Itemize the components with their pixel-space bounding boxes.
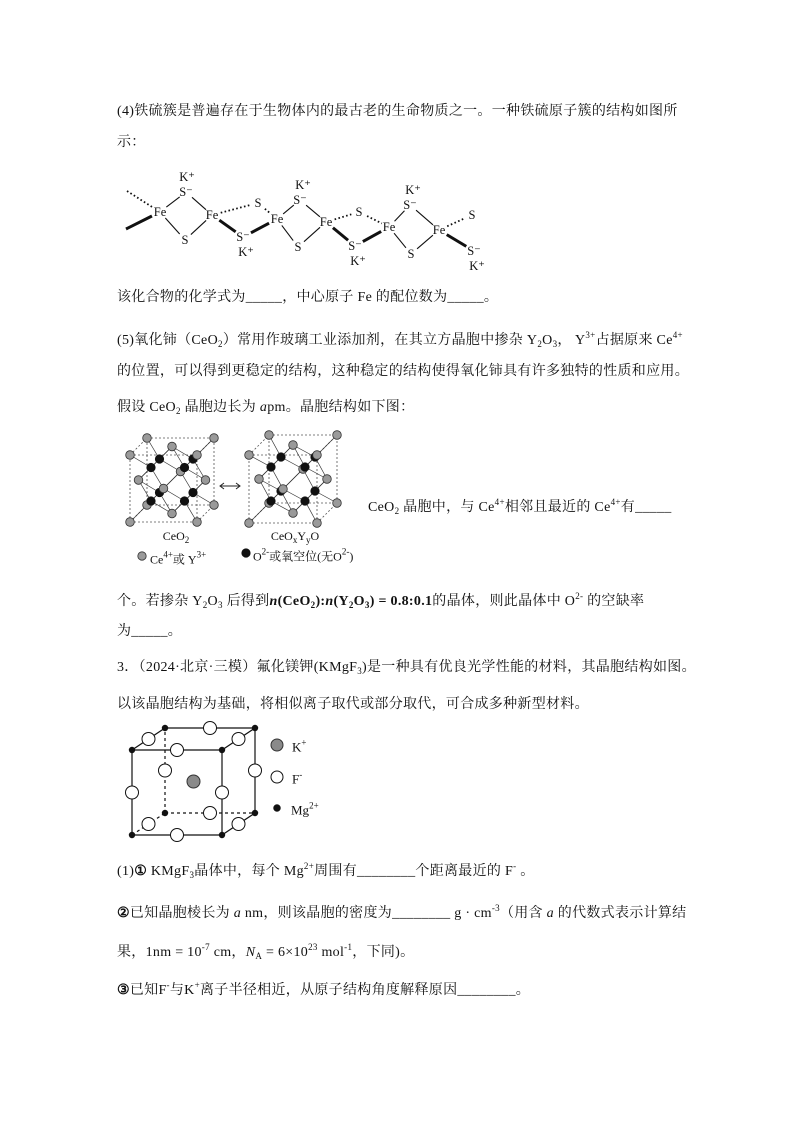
- mg-ion-dot: [129, 747, 135, 753]
- hashed-bond: [221, 205, 251, 213]
- text-run: a: [546, 906, 554, 921]
- text-run: ③: [117, 983, 130, 998]
- anion-dot: [147, 463, 156, 472]
- cation-circle: [143, 434, 152, 443]
- superscript-text: -: [166, 980, 170, 990]
- text-run: 个。若掺杂 Y: [117, 594, 203, 609]
- q5-line-2: [117, 363, 689, 381]
- cation-circle: [193, 451, 202, 460]
- subscript-text: 3: [189, 870, 195, 880]
- kmgf3-unit-cell: [126, 722, 262, 842]
- f-ion-circle: [159, 764, 172, 777]
- bond-line: [304, 227, 320, 241]
- legend-cation-label: [150, 548, 206, 567]
- text-run: 与K: [169, 983, 195, 998]
- atom-label: S: [181, 233, 189, 247]
- atom-label: K⁺: [350, 254, 366, 268]
- atom-label: S: [355, 205, 363, 219]
- wedge-bond: [251, 223, 269, 233]
- anion-dot: [147, 497, 156, 506]
- superscript-text: 2-: [575, 591, 584, 601]
- q3-sub-question-2-cont: [117, 938, 414, 965]
- wedge-bond: [219, 220, 235, 232]
- text-run: F: [292, 771, 300, 787]
- atom-label: S: [407, 247, 415, 261]
- q3-sub-question-1: [117, 857, 535, 884]
- anion-dot: [180, 463, 189, 472]
- atom-label: Fe: [432, 223, 446, 237]
- f-ion-circle: [249, 764, 262, 777]
- cation-circle: [333, 499, 342, 508]
- text-run: 晶体中，每个 Mg: [194, 864, 304, 879]
- wedge-bond: [126, 216, 152, 229]
- doped-ceria-unit-cell: [245, 431, 342, 528]
- atom-label: K⁺: [238, 245, 254, 259]
- text-run: 果，1nm = 10: [117, 945, 202, 960]
- text-run: 3．（2024·北京·三模）氟化镁钾(KMgF: [117, 660, 358, 675]
- text-run: (4)铁硫簇是普遍存在于生物体内的最古老的生命物质之一。一种铁硫原子簇的结构如图所: [117, 104, 678, 119]
- cation-circle: [210, 434, 219, 443]
- bond-line: [191, 220, 206, 234]
- text-run: （用含: [499, 906, 547, 921]
- text-run: KMgF: [147, 864, 190, 879]
- text-run: 的空缺率: [583, 594, 645, 609]
- text-run: a: [233, 906, 242, 921]
- cation-circle: [201, 476, 210, 485]
- legend-mg-marker: [274, 805, 281, 812]
- subscript-text: 2: [175, 406, 181, 416]
- superscript-text: 2+: [303, 861, 315, 871]
- anion-dot: [267, 463, 276, 472]
- subscript-text: 2: [394, 506, 400, 516]
- text-run: 或 Y: [172, 552, 197, 567]
- text-run: (1): [117, 864, 135, 879]
- text-run: Mg: [291, 802, 310, 818]
- text-run: n: [269, 594, 278, 609]
- text-run: 的位置，可以得到更稳定的结构，这种稳定的结构使得氧化铈具有许多独特的性质和应用。: [117, 364, 689, 379]
- legend-mg-label: [291, 799, 319, 818]
- atom-label: K⁺: [295, 178, 311, 192]
- cation-circle: [265, 431, 274, 440]
- hashed-bond: [447, 218, 465, 226]
- cation-circle: [245, 519, 254, 528]
- text-run: nm，则该晶胞的密度为________ g · cm: [241, 906, 492, 921]
- superscript-text: -: [513, 861, 517, 871]
- text-run: N: [245, 945, 256, 960]
- f-ion-circle: [232, 818, 245, 831]
- cation-circle: [159, 484, 168, 493]
- atom-label: S⁻: [467, 244, 481, 258]
- atom-label: S⁻: [348, 239, 362, 253]
- text-run: ②: [117, 906, 130, 921]
- q3-intro-line-2: [117, 696, 589, 714]
- text-run: n: [325, 594, 334, 609]
- text-run: 为_____。: [117, 624, 183, 639]
- legend-cation-marker: [138, 552, 146, 560]
- subscript-text: A: [255, 951, 263, 961]
- text-run: )是一种具有优良光学性能的材料，其晶胞结构如图。: [362, 660, 696, 675]
- f-ion-circle: [142, 733, 155, 746]
- subscript-text: 2: [218, 339, 223, 349]
- cation-circle: [168, 509, 177, 518]
- bond-line: [192, 197, 206, 209]
- bond-line: [394, 233, 406, 248]
- hashed-bond: [335, 214, 352, 219]
- anion-dot: [189, 488, 198, 497]
- text-run: (Y: [333, 594, 349, 609]
- superscript-text: -1: [344, 942, 353, 952]
- text-run: 以该晶胞结构为基础，将相似离子取代或部分取代，可合成多种新型材料。: [117, 697, 589, 712]
- wedge-bond: [363, 231, 381, 241]
- subscript-text: 3: [357, 666, 363, 676]
- atom-label: K⁺: [469, 259, 485, 273]
- bond-line: [283, 205, 294, 214]
- atom-label: Fe: [153, 205, 167, 219]
- q3-sub-question-2: [117, 899, 686, 923]
- text-run: 有_____: [620, 500, 672, 515]
- text-run: 后得到: [222, 594, 270, 609]
- bond-line: [306, 205, 320, 217]
- anion-dot: [311, 487, 320, 496]
- cation-circle: [126, 518, 135, 527]
- mg-ion-dot: [252, 725, 258, 731]
- text-run: (CeO: [277, 594, 311, 609]
- text-run: 假设 CeO: [117, 400, 176, 415]
- hashed-bond: [367, 216, 382, 223]
- ceo2-caption: [163, 529, 190, 547]
- subscript-text: 2: [184, 535, 190, 545]
- mg-ion-dot: [129, 832, 135, 838]
- cation-circle: [313, 519, 322, 528]
- atom-label: Fe: [319, 215, 333, 229]
- text-run: 已知F: [129, 983, 167, 998]
- text-run: O: [542, 333, 553, 348]
- atom-label: S: [254, 196, 262, 210]
- text-run: CeO: [162, 529, 185, 543]
- text-run: (5)氧化铈（CeO: [117, 333, 218, 348]
- superscript-text: 3+: [585, 330, 596, 340]
- text-run: mol: [317, 945, 345, 960]
- cation-circle: [193, 518, 202, 527]
- mg-ion-dot: [219, 747, 225, 753]
- f-ion-circle: [126, 786, 139, 799]
- f-ion-circle: [232, 733, 245, 746]
- cation-circle: [126, 451, 135, 460]
- subscript-text: 2: [537, 339, 543, 349]
- bond-line: [166, 197, 179, 207]
- text-run: 的代数式表示计算结: [553, 906, 687, 921]
- q4-intro-line-1: [117, 103, 678, 121]
- bond-line: [165, 218, 179, 234]
- superscript-text: -7: [201, 942, 210, 952]
- text-run: ):: [315, 594, 326, 609]
- cation-circle: [245, 451, 254, 460]
- hashed-bond: [127, 191, 152, 207]
- wedge-bond: [447, 235, 467, 247]
- subscript-text: 3: [364, 600, 370, 610]
- atom-label: S: [468, 208, 476, 222]
- text-run: = 6×10: [262, 945, 309, 960]
- mg-ion-dot: [162, 725, 168, 731]
- text-run: O: [253, 549, 262, 564]
- subscript-text: 2: [310, 600, 316, 610]
- bond-line: [282, 225, 293, 240]
- cation-circle: [313, 451, 322, 460]
- text-run: ，下同)。: [352, 945, 415, 960]
- legend-anion-label: [253, 545, 353, 564]
- atom-label: S: [294, 240, 302, 254]
- f-ion-circle: [204, 807, 217, 820]
- atom-label: Fe: [382, 220, 396, 234]
- superscript-text: 4+: [494, 497, 505, 507]
- text-run: 相邻且最近的 Ce: [504, 500, 611, 515]
- cation-circle: [255, 475, 264, 484]
- superscript-text: 4+: [163, 549, 173, 560]
- bond-line: [416, 210, 433, 225]
- subscript-text: 2: [202, 600, 208, 610]
- text-run: ): [349, 549, 354, 564]
- subscript-text: 3: [217, 600, 223, 610]
- bond-line: [417, 235, 433, 249]
- text-run: 离子半径相近，从原子结构角度解释原因________。: [199, 983, 531, 998]
- f-ion-circle: [171, 744, 184, 757]
- text-run: 该化合物的化学式为_____，中心原子 Fe 的配位数为_____。: [117, 290, 499, 305]
- superscript-text: -: [299, 769, 303, 780]
- superscript-text: +: [301, 737, 307, 748]
- f-ion-circle: [142, 818, 155, 831]
- text-run: 晶胞中，与 Ce: [399, 500, 495, 515]
- text-run: O: [353, 594, 365, 609]
- text-run: Ce: [150, 552, 164, 567]
- equilibrium-arrow: [220, 483, 240, 489]
- atom-label: K⁺: [405, 183, 421, 197]
- superscript-text: +: [194, 980, 200, 990]
- text-run: K: [292, 739, 302, 755]
- wedge-bond: [333, 228, 348, 241]
- anion-dot: [301, 463, 310, 472]
- superscript-text: 2+: [309, 800, 319, 811]
- superscript-text: 23: [308, 942, 318, 952]
- subscript-text: 2: [348, 600, 354, 610]
- text-run: 示：: [117, 135, 146, 150]
- text-run: CeO: [368, 500, 395, 515]
- atom-label: S⁻: [236, 230, 250, 244]
- atom-label: S⁻: [293, 193, 307, 207]
- superscript-text: 2-: [261, 546, 270, 557]
- mg-ion-dot: [162, 810, 168, 816]
- legend-k-marker: [271, 739, 283, 751]
- text-run: O: [207, 594, 218, 609]
- bond-line: [395, 211, 405, 221]
- cation-circle: [210, 501, 219, 510]
- cation-circle: [323, 475, 332, 484]
- subscript-text: x: [292, 535, 298, 545]
- f-ion-circle: [216, 786, 229, 799]
- text-run: ）常用作玻璃工业添加剂，在其立方晶胞中掺杂 Y: [222, 333, 538, 348]
- cation-circle: [168, 442, 177, 451]
- anion-dot: [301, 497, 310, 506]
- anion-dot: [155, 455, 164, 464]
- subscript-text: 3: [552, 339, 558, 349]
- text-run: a: [259, 400, 268, 415]
- cation-circle: [279, 485, 288, 494]
- cation-circle: [289, 441, 298, 450]
- atom-label: S⁻: [403, 198, 417, 212]
- cation-circle: [134, 476, 143, 485]
- f-ion-circle: [171, 829, 184, 842]
- f-ion-circle: [204, 722, 217, 735]
- text-run: 的晶体，则此晶体中 O: [432, 594, 576, 609]
- q5-continuation-line-2: [117, 623, 182, 641]
- legend-f-marker: [271, 771, 283, 783]
- atom-label: Fe: [270, 212, 284, 226]
- text-run: CeO: [270, 529, 293, 543]
- q4-intro-line-2: [117, 134, 146, 152]
- atom-label: S⁻: [179, 185, 193, 199]
- text-run: ) = 0.8:0.1: [369, 594, 433, 609]
- superscript-text: 4+: [672, 330, 683, 340]
- text-run: 占据原来 Ce: [595, 333, 673, 348]
- ceo2-unit-cell: [126, 434, 219, 527]
- q5-side-question: [368, 493, 672, 520]
- subscript-text: y: [306, 535, 311, 545]
- q3-sub-question-3: [117, 976, 530, 1000]
- legend-anion-marker: [242, 549, 250, 557]
- q5-continuation-line-1: [117, 587, 644, 614]
- cation-circle: [333, 431, 342, 440]
- q5-line-3: [117, 399, 414, 420]
- legend-f-label: [292, 768, 302, 787]
- text-run: Y: [297, 529, 306, 543]
- text-run: 晶胞边长为: [180, 400, 260, 415]
- text-run: ， Y: [557, 333, 586, 348]
- anion-dot: [267, 497, 276, 506]
- text-run: pm。晶胞结构如下图：: [267, 400, 415, 415]
- q5-line-1: [117, 326, 683, 353]
- superscript-text: 4+: [610, 497, 621, 507]
- superscript-text: -3: [491, 903, 500, 913]
- atom-label: K⁺: [179, 170, 195, 184]
- q3-intro-line-1: [117, 659, 696, 680]
- q4-question-line: [117, 289, 498, 307]
- mg-ion-dot: [252, 810, 258, 816]
- anion-dot: [277, 453, 286, 462]
- superscript-text: 3+: [196, 549, 207, 560]
- superscript-text: 2-: [341, 546, 350, 557]
- text-run: 周围有________个距离最近的 F: [314, 864, 514, 879]
- mg-ion-dot: [219, 832, 225, 838]
- legend-k-label: [292, 736, 306, 755]
- text-run: 。: [516, 864, 535, 879]
- k-ion-circle: [187, 775, 200, 788]
- text-run: cm，: [209, 945, 246, 960]
- text-run: O: [310, 529, 320, 543]
- text-run: 已知晶胞棱长为: [129, 906, 234, 921]
- text-run: 或氧空位(无O: [269, 549, 342, 564]
- atom-label: Fe: [205, 208, 219, 222]
- anion-dot: [180, 497, 189, 506]
- kmgf3-legend-markers: [271, 739, 283, 812]
- cation-circle: [289, 509, 298, 518]
- text-run: ①: [134, 864, 148, 879]
